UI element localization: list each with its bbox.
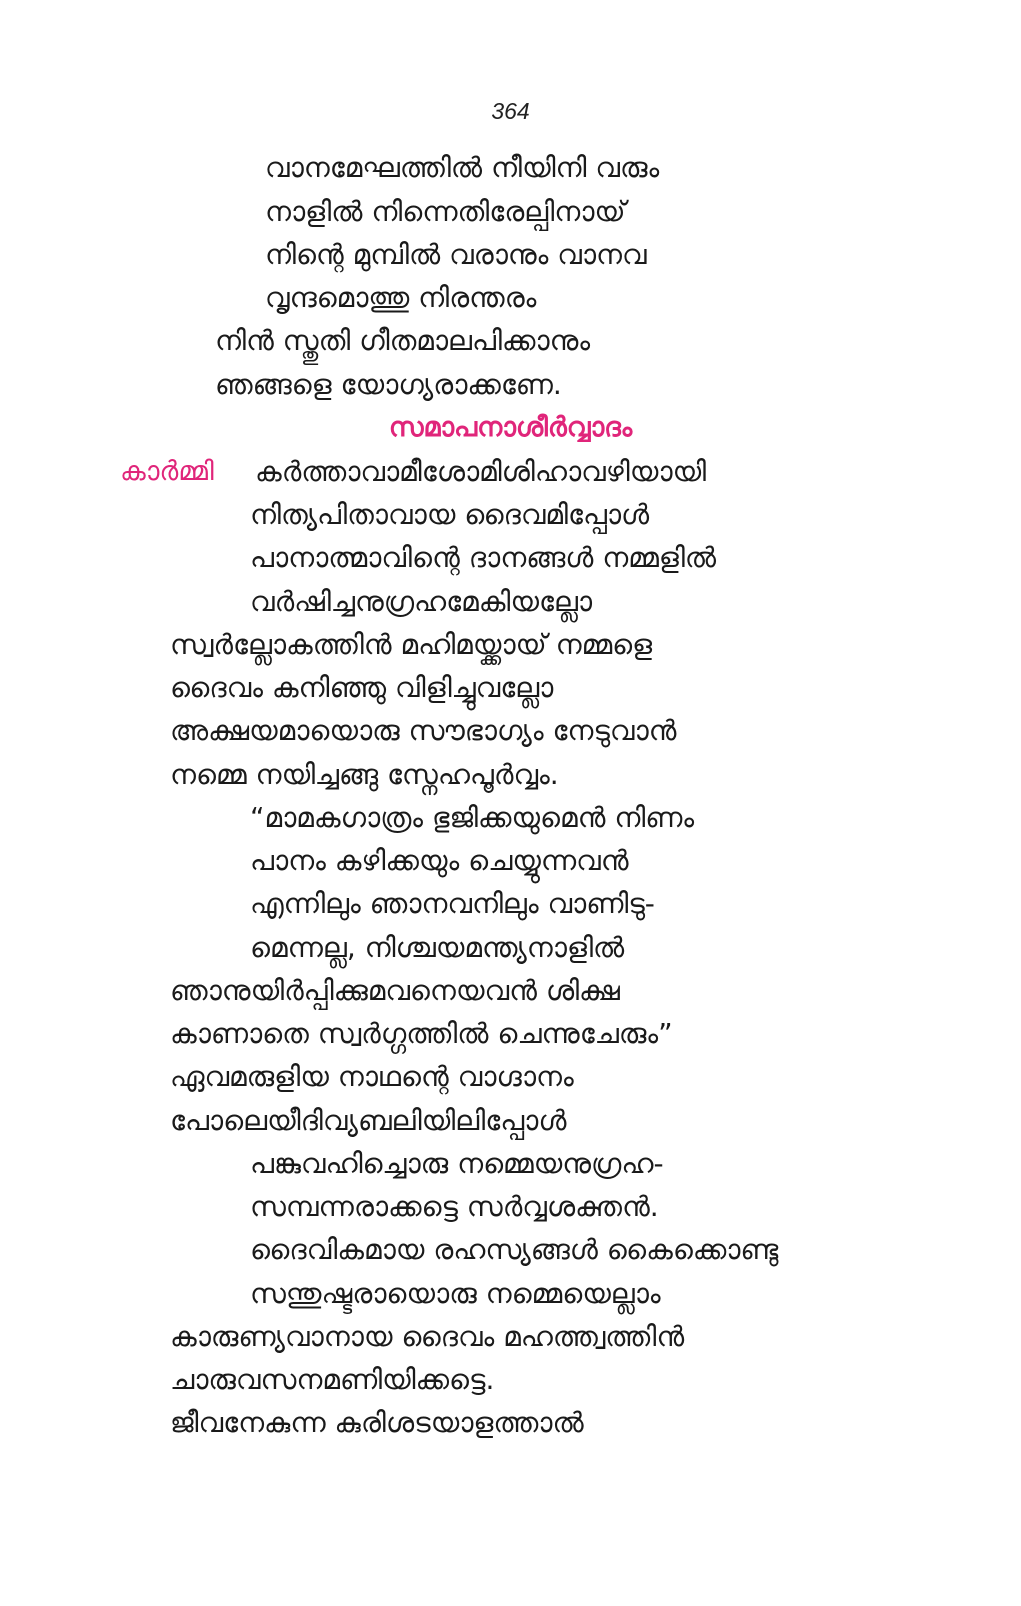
verse-line: സമ്പന്നരാക്കട്ടെ സർവ്വശക്തൻ. (250, 1190, 659, 1223)
verse-line: ദൈവികമായ രഹസ്യങ്ങൾ കൈക്കൊണ്ടു (250, 1233, 779, 1266)
verse-line: സ്വർല്ലോകത്തിൻ മഹിമയ്ക്കായ് നമ്മളെ (170, 628, 653, 661)
verse-line: ദൈവം കനിഞ്ഞു വിളിച്ചുവല്ലോ (170, 671, 554, 704)
speaker-label: കാർമ്മി (120, 456, 214, 487)
verse-line: പാനാത്മാവിന്റെ ദാനങ്ങൾ നമ്മളിൽ (250, 541, 717, 574)
page-number: 364 (491, 98, 530, 124)
verse-line: നിൻ സ്തുതി ഗീതമാലപിക്കാനും (215, 324, 591, 357)
verse-line: ഞങ്ങളെ യോഗ്യരാക്കണേ. (215, 368, 562, 401)
verse-line: വർഷിച്ചനുഗ്രഹമേകിയല്ലോ (250, 585, 593, 618)
verse-line: വൃന്ദമൊത്തു നിരന്തരം (265, 281, 537, 314)
verse-line: മെന്നല്ല, നിശ്ചയമന്ത്യനാളിൽ (250, 931, 625, 964)
verse-line: ചാരുവസനമണിയിക്കട്ടെ. (170, 1363, 495, 1396)
verse-line: സന്തുഷ്ടരായൊരു നമ്മെയെല്ലാം (250, 1277, 661, 1310)
verse-line: നിന്റെ മുമ്പിൽ വരാനും വാനവ (265, 238, 647, 271)
section-heading: സമാപനാശീർവ്വാദം (388, 412, 633, 443)
verse-line: പാനം കഴിക്കയും ചെയ്യുന്നവൻ (250, 844, 629, 877)
verse-line: നിത്യപിതാവായ ദൈവമിപ്പോൾ (250, 498, 650, 531)
verse-line: എന്നിലും ഞാനവനിലും വാണിടു- (250, 887, 655, 920)
verse-line: ഏവമരുളിയ നാഥന്റെ വാഗ്ദാനം (170, 1060, 574, 1093)
verse-line: “മാമകഗാത്രം ഭുജിക്കയുമെൻ നിണം (250, 801, 695, 834)
verse-line: നമ്മെ നയിച്ചങ്ങു സ്നേഹപൂർവ്വം. (170, 758, 559, 791)
verse-line: ജീവനേകുന്ന കുരിശടയാളത്താൽ (170, 1406, 584, 1439)
verse-line: കാരുണ്യവാനായ ദൈവം മഹത്ത്വത്തിൻ (170, 1320, 685, 1353)
verse-line: കർത്താവാമീശോമിശിഹാവഴിയായി (255, 455, 707, 488)
verse-line: കാണാതെ സ്വർഗ്ഗത്തിൽ ചെന്നുചേരും” (170, 1017, 673, 1050)
verse-line: പോലെയീദിവ്യബലിയിലിപ്പോൾ (170, 1104, 567, 1137)
verse-line: ഞാനുയിർപ്പിക്കുമവനെയവൻ ശിക്ഷ (170, 974, 620, 1007)
verse-line: അക്ഷയമായൊരു സൗഭാഗ്യം നേടുവാൻ (170, 714, 677, 747)
verse-line: വാനമേഘത്തിൽ നീയിനി വരും (265, 151, 660, 184)
verse-line: നാളിൽ നിന്നെതിരേല്പിനായ് (265, 195, 626, 228)
verse-line: പങ്കുവഹിച്ചൊരു നമ്മെയനുഗ്രഹ- (250, 1147, 664, 1180)
